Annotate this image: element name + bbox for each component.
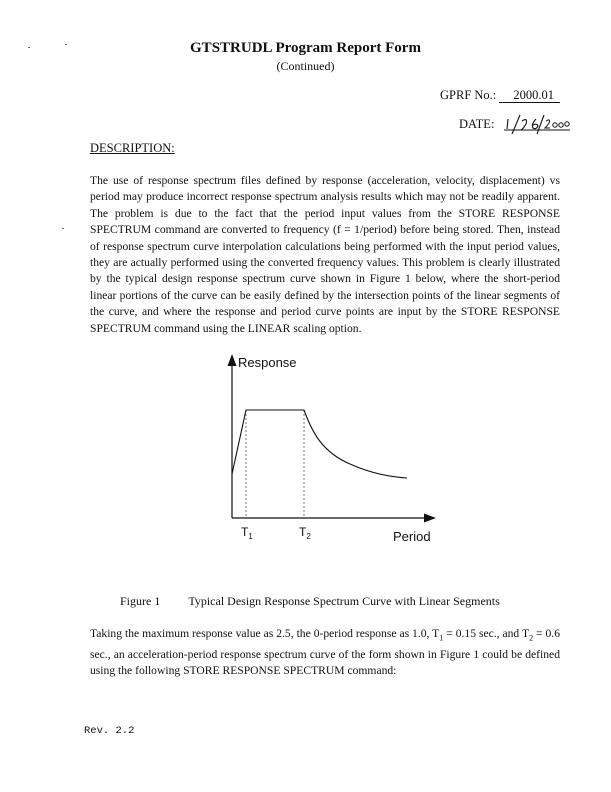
paragraph-parameters (90, 626, 560, 680)
gprf-label: GPRF No.: (440, 88, 497, 102)
para2-text-c: = 0.6 sec., an acceleration-period response spectrum curve of the form shown in Figure 1 could be defined using the following STORE RESPONSE SPECTRUM command: (90, 627, 560, 678)
figure-caption-text: Typical Design Response Spectrum Curve with Linear Segments (188, 594, 500, 608)
para2-text-a: Taking the maximum response value as 2.5, the 0-period response as 1.0, T (90, 627, 440, 640)
gprf-value: 2000.01 (499, 89, 560, 103)
date-label: DATE: (459, 117, 495, 131)
para2-sub-t1: 1 (439, 633, 444, 643)
date-field (459, 113, 574, 135)
x-axis-label: Period (393, 529, 431, 544)
y-axis-label: Response (238, 355, 297, 370)
spectrum-curve (232, 410, 407, 478)
y-axis-arrowhead (228, 354, 237, 366)
handwritten-date (502, 113, 574, 135)
t2-subscript: 2 (306, 532, 311, 541)
revision-footer: Rev. 2.2 (84, 725, 135, 737)
para2-sub-t2: 2 (529, 633, 534, 643)
gprf-number (440, 88, 560, 103)
x-axis-arrowhead (424, 514, 436, 523)
t1-label (241, 525, 253, 541)
description-paragraph: The use of response spectrum files defined by response (acceleration, velocity, displacement) vs period may produce incorrect response spectrum analysis results which may not be readily apparent. The problem is due to the fact that the period input values from the STORE RESPONSE SPECTRUM command are converted to frequency (f = 1/period) before being stored. Then, instead of response spectrum curve interpolation calculations being performed with the input period values, they are actually performed using the converted frequency values. This problem is clearly illustrated by the typical design response spectrum curve shown in Figure 1 below, where the short-period linear portions of the curve can be easily defined by the intersection points of the linear segments of the curve, and where the response and period curve points are input by the STORE RESPONSE SPECTRUM command using the LINEAR scaling option. (90, 174, 560, 335)
t1-subscript: 1 (248, 532, 253, 541)
t2-letter: T (299, 525, 307, 539)
figure-caption (120, 594, 500, 609)
t1-letter: T (241, 525, 249, 539)
description-heading: DESCRIPTION: (90, 141, 175, 155)
response-spectrum-figure (200, 352, 440, 552)
para2-text-b: = 0.15 sec., and T (443, 627, 530, 640)
page-title: GTSTRUDL Program Report Form (190, 40, 421, 56)
t2-label (299, 525, 311, 541)
figure-number: Figure 1 (120, 594, 161, 608)
page-subtitle: (Continued) (276, 59, 335, 73)
